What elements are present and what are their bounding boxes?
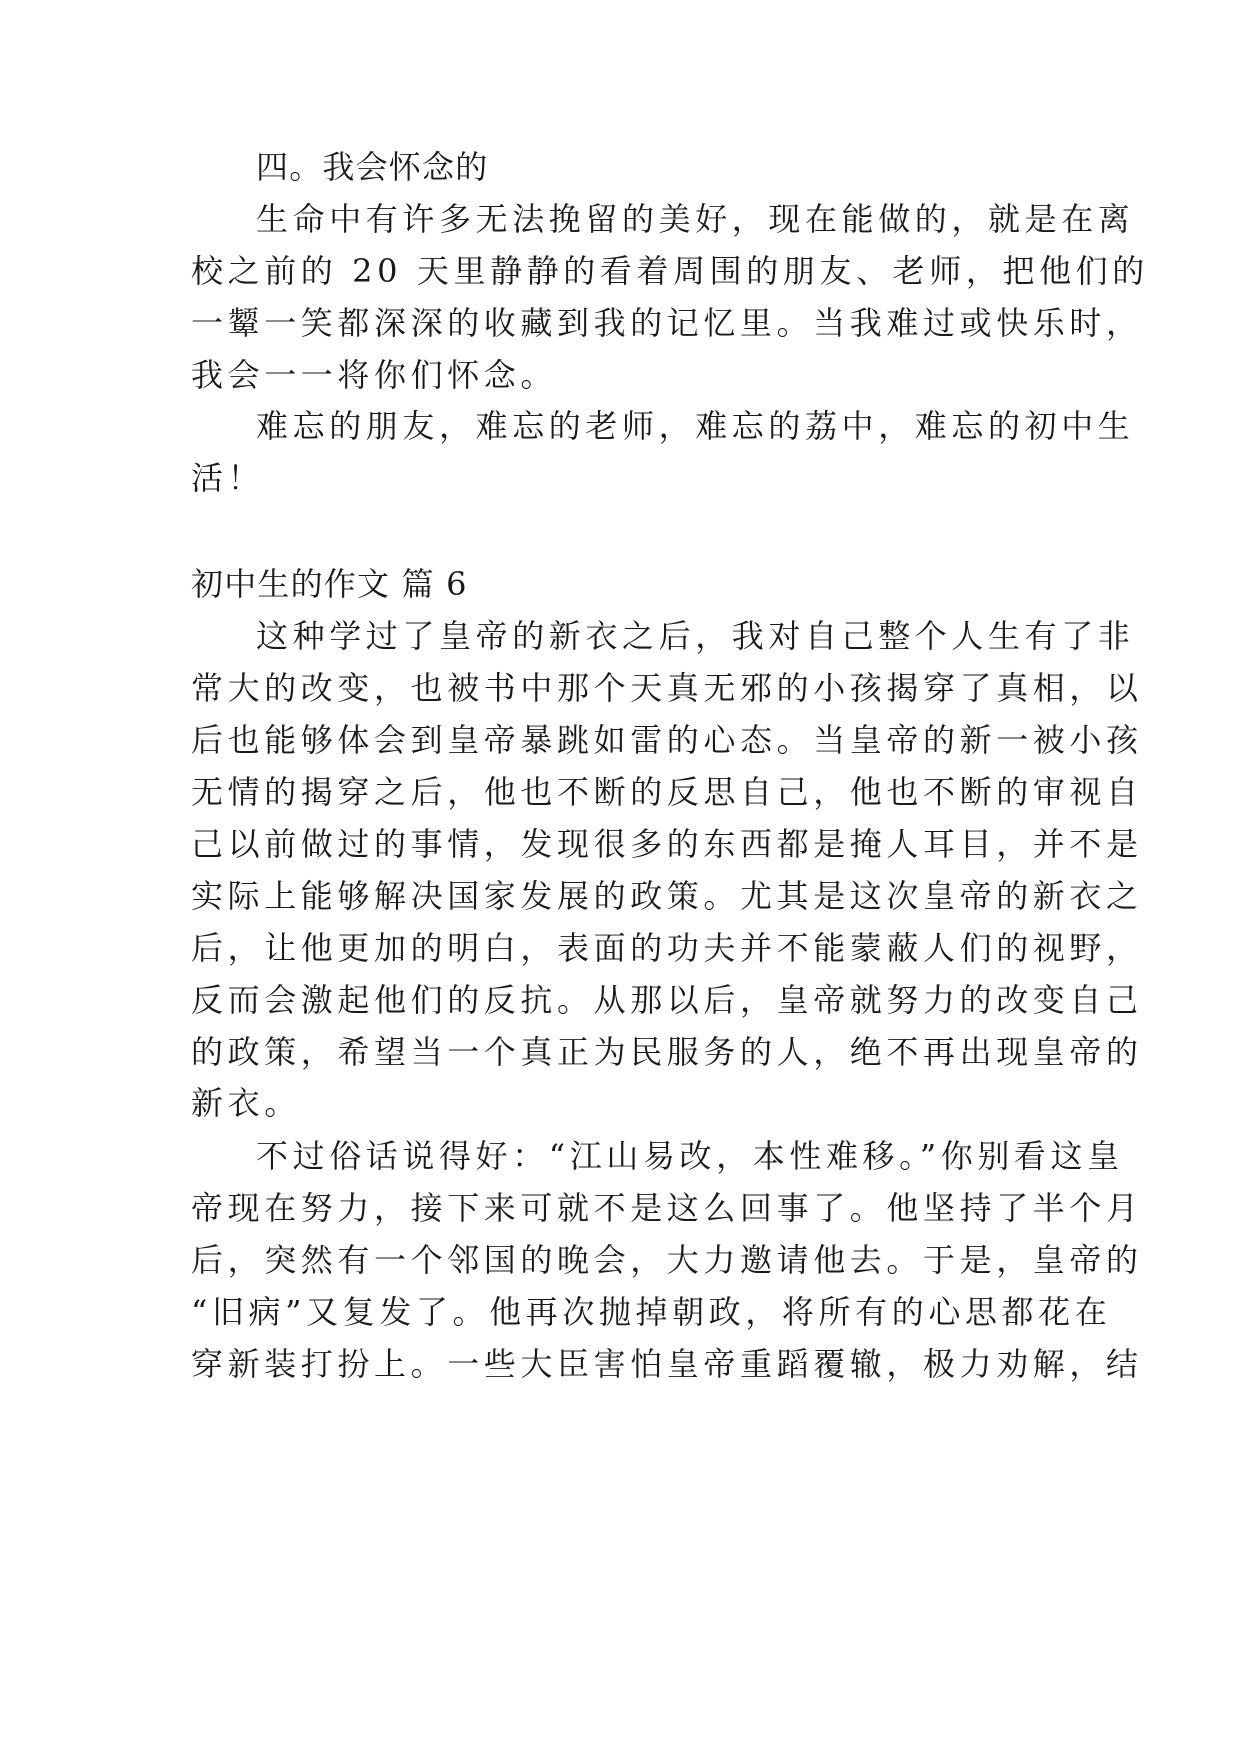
- paragraph-line: 后，突然有一个邻国的晚会，大力邀请他去。于是，皇帝的: [191, 1241, 1143, 1279]
- paragraph-line: 难忘的朋友，难忘的老师，难忘的荔中，难忘的初中生: [256, 407, 1135, 445]
- paragraph-line: 校之前的 20 天里静静的看着周围的朋友、老师，把他们的: [191, 252, 1149, 290]
- essay-title: 初中生的作文 篇 6: [191, 565, 468, 603]
- paragraph-line: 后，让他更加的明白，表面的功夫并不能蒙蔽人们的视野，: [191, 929, 1143, 967]
- paragraph-line: 新衣。: [191, 1084, 301, 1122]
- paragraph-line: 穿新装打扮上。一些大臣害怕皇帝重蹈覆辙，极力劝解，结: [191, 1345, 1143, 1383]
- paragraph-line: 我会一一将你们怀念。: [191, 356, 558, 394]
- paragraph-line: 后也能够体会到皇帝暴跳如雷的心态。当皇帝的新一被小孩: [191, 721, 1143, 759]
- paragraph-line: 反而会激起他们的反抗。从那以后，皇帝就努力的改变自己: [191, 981, 1143, 1019]
- paragraph-line: 生命中有许多无法挽留的美好，现在能做的，就是在离: [256, 200, 1135, 238]
- paragraph-line: 的政策，希望当一个真正为民服务的人，绝不再出现皇帝的: [191, 1033, 1143, 1071]
- paragraph-line: 无情的揭穿之后，他也不断的反思自己，他也不断的审视自: [191, 773, 1143, 811]
- paragraph-line: 己以前做过的事情，发现很多的东西都是掩人耳目，并不是: [191, 825, 1143, 863]
- paragraph-line: 不过俗话说得好：“江山易改，本性难移。”你别看这皇: [256, 1137, 1124, 1175]
- paragraph-line: 实际上能够解决国家发展的政策。尤其是这次皇帝的新衣之: [191, 877, 1143, 915]
- paragraph-line: 帝现在努力，接下来可就不是这么回事了。他坚持了半个月: [191, 1189, 1143, 1227]
- paragraph-line: 活！: [191, 459, 265, 497]
- paragraph-line: 一颦一笑都深深的收藏到我的记忆里。当我难过或快乐时，: [191, 304, 1143, 342]
- paragraph-line: 这种学过了皇帝的新衣之后，我对自己整个人生有了非: [256, 617, 1135, 655]
- paragraph-line: 常大的改变，也被书中那个天真无邪的小孩揭穿了真相，以: [191, 669, 1143, 707]
- section-heading: 四。我会怀念的: [256, 148, 489, 186]
- paragraph-line: “旧病”又复发了。他再次抛掉朝政，将所有的心思都花在: [191, 1293, 1112, 1331]
